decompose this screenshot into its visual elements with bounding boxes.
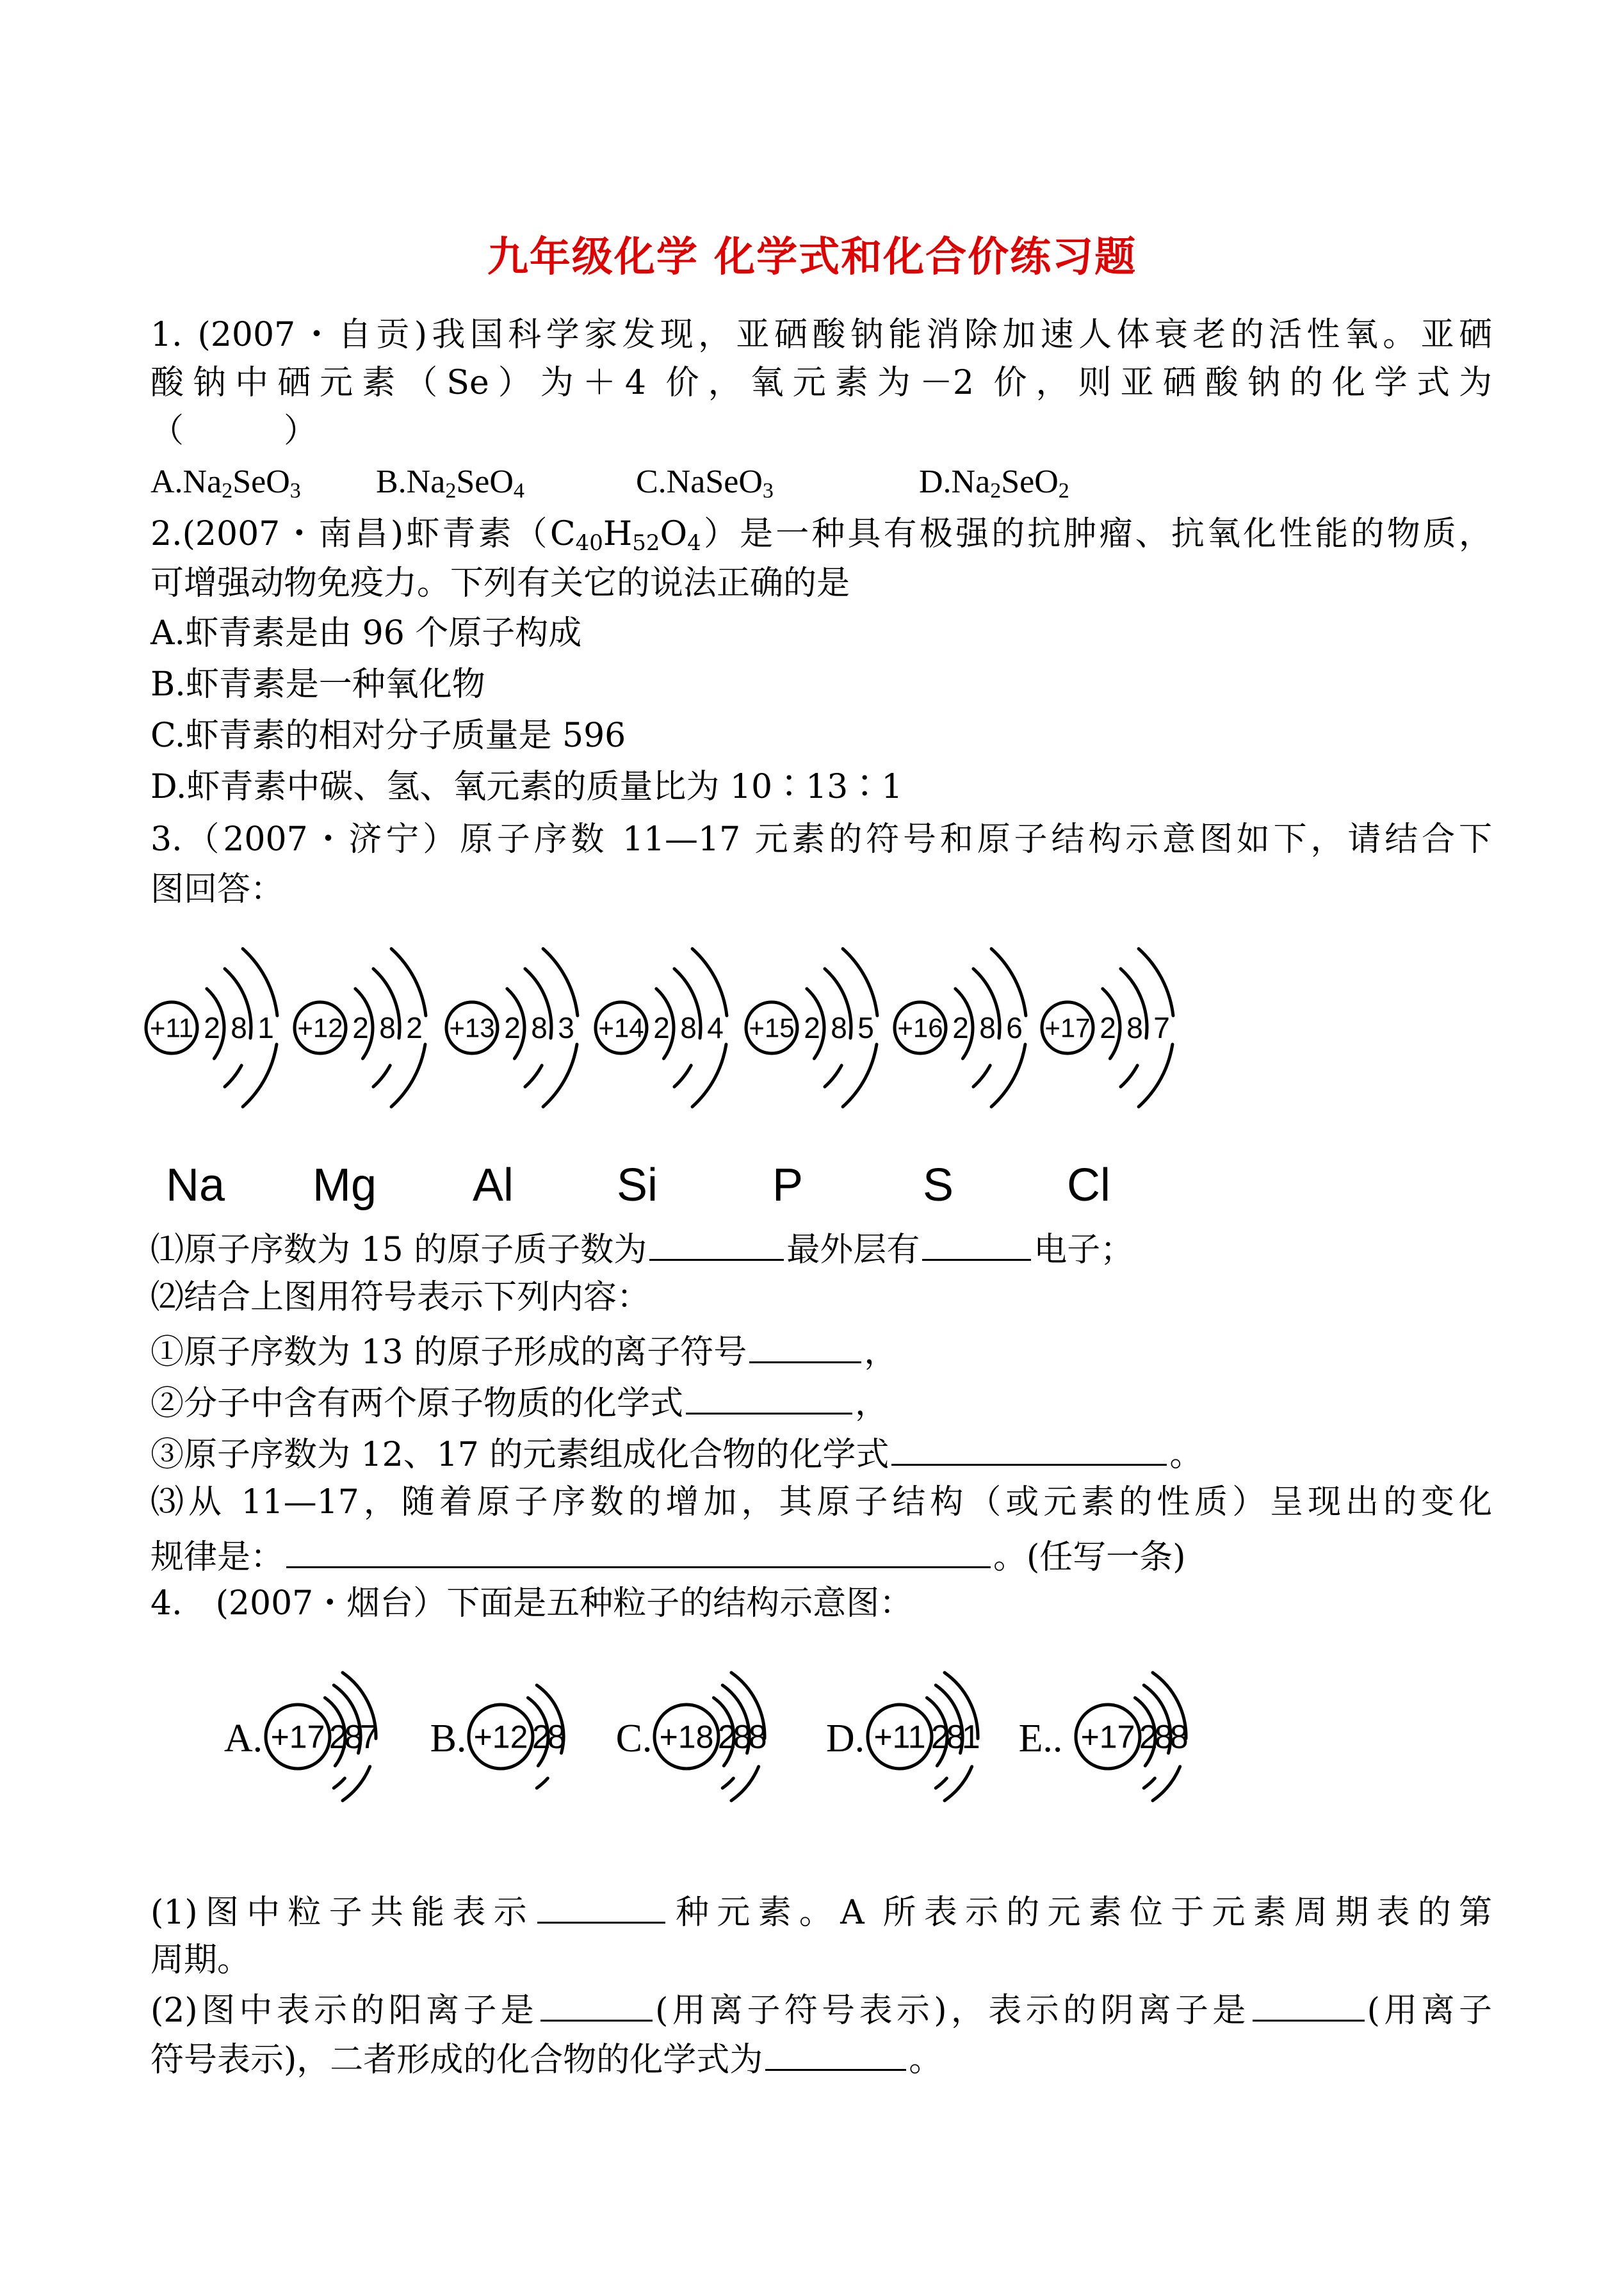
nucleus-charge: +11 [149, 1012, 194, 1043]
shell-electron-count: 2 [406, 1011, 423, 1045]
q4-part-2-line-1: (2)图中表示的阳离子是 (用离子符号表示)，表示的阴离子是 (用离子 [150, 1991, 1492, 2030]
element-symbol: S [922, 1160, 954, 1211]
nucleus-charge: +11 [873, 1719, 926, 1755]
shell-electron-count: 2 [532, 1719, 551, 1756]
page-title: 九年级化学 化学式和化合价练习题 [487, 233, 1137, 281]
shell-electron-count: 7 [1153, 1011, 1170, 1045]
nucleus-charge: +12 [473, 1719, 528, 1755]
nucleus-charge: +17 [1080, 1719, 1135, 1755]
shell-electron-count: 8 [1154, 1719, 1173, 1756]
nucleus-charge: +13 [449, 1012, 495, 1043]
shell-electron-count: 8 [231, 1011, 247, 1045]
element-symbol: Si [616, 1160, 658, 1211]
shell-electron-count: 8 [1169, 1719, 1189, 1756]
shell-electron-count: 8 [547, 1719, 566, 1756]
nucleus-charge: +14 [598, 1012, 644, 1043]
q3-part-2-2: ②分子中含有两个原子物质的化学式 ， [150, 1384, 889, 1423]
shell-electron-count: 8 [748, 1719, 767, 1756]
shell-electron-count: 2 [930, 1719, 950, 1756]
q1-option-d: $D.Na_2SeO_2$ [919, 464, 1069, 503]
shell-electron-count: 2 [1100, 1011, 1116, 1045]
q1-option-c: C.NaSeO$_3$ [636, 464, 774, 503]
shell-electron-count: 4 [707, 1011, 724, 1045]
q1-option-b: $B.Na_2SeO_4$ [376, 464, 524, 503]
q3-part-1: ⑴原子序数为 15 的原子质子数为 最外层有 电子； [150, 1231, 1134, 1269]
element-symbol: Na [165, 1160, 225, 1211]
q3-atom-5 [895, 949, 1027, 1107]
q3-atom-2 [446, 949, 578, 1107]
shell-electron-count: 2 [352, 1011, 369, 1045]
q4-line-1: 4. (2007・烟台）下面是五种粒子的结构示意图： [150, 1584, 913, 1623]
shell-electron-count: 2 [329, 1719, 348, 1756]
shell-electron-count: 2 [804, 1011, 820, 1045]
q4-particle-3 [868, 1673, 980, 1801]
nucleus-charge: +15 [749, 1012, 795, 1043]
q4-part-2-line-2: 符号表示)，二者形成的化合物的化学式为 。 [150, 2041, 943, 2079]
q4-particle-0 [266, 1673, 378, 1801]
q4-particle-4 [1076, 1673, 1189, 1801]
nucleus-charge: +12 [297, 1012, 343, 1043]
q3-atom-1 [295, 949, 426, 1107]
q3-part-3-line-1: ⑶从 11—17，随着原子序数的增加，其原子结构（或元素的性质）呈现出的变化 [150, 1483, 1492, 1521]
shell-electron-count: 8 [831, 1011, 847, 1045]
shell-electron-count: 8 [531, 1011, 548, 1045]
particle-label: C. [615, 1717, 653, 1760]
particle-label: E.. [1018, 1717, 1063, 1760]
q3-atom-3 [596, 949, 727, 1107]
shell-electron-count: 8 [1126, 1011, 1143, 1045]
nucleus-charge: +17 [270, 1719, 325, 1755]
nucleus-charge: +18 [659, 1719, 714, 1755]
shell-electron-count: 5 [857, 1011, 874, 1045]
q2-line-2: 可增强动物免疫力。下列有关它的说法正确的是 [150, 564, 850, 603]
element-symbol: Mg [312, 1160, 377, 1211]
q1-option-a: $A.Na_2SeO_3$ [150, 464, 301, 503]
q2-option-c: C.虾青素的相对分子质量是 596 [150, 717, 626, 755]
shell-electron-count: 2 [204, 1011, 220, 1045]
shell-electron-count: 8 [344, 1719, 363, 1756]
shell-electron-count: 2 [1139, 1719, 1158, 1756]
q2-option-b: B.虾青素是一种氧化物 [150, 665, 485, 704]
q3-part-2: ⑵结合上图用符号表示下列内容： [150, 1278, 651, 1317]
nucleus-charge: +16 [897, 1012, 943, 1043]
shell-electron-count: 2 [653, 1011, 670, 1045]
q1-line-3: （ ） [150, 412, 318, 450]
shell-electron-count: 8 [946, 1719, 965, 1756]
particle-label: B. [430, 1717, 467, 1760]
shell-electron-count: 8 [379, 1011, 396, 1045]
shell-electron-count: 8 [680, 1011, 697, 1045]
q3-part-3-line-2: 规律是： 。(任写一条) [150, 1538, 1186, 1577]
shell-electron-count: 8 [733, 1719, 752, 1756]
q4-particle-2 [654, 1673, 767, 1801]
q4-part-1-line-2: 周期。 [150, 1941, 251, 1979]
shell-electron-count: 6 [1006, 1011, 1023, 1045]
shell-electron-count: 2 [504, 1011, 521, 1045]
q3-line-2: 图回答： [150, 870, 284, 909]
element-symbol: P [772, 1160, 804, 1211]
shell-electron-count: 8 [979, 1011, 996, 1045]
element-symbol: Cl [1067, 1160, 1110, 1211]
shell-electron-count: 3 [558, 1011, 574, 1045]
shell-electron-count: 1 [257, 1011, 274, 1045]
q3-atom-0 [146, 949, 278, 1107]
shell-electron-count: 2 [717, 1719, 736, 1756]
q2-option-d: D.虾青素中碳、氢、氧元素的质量比为 10∶13∶1 [150, 768, 903, 806]
q3-part-2-3: ③原子序数为 12、17 的元素组成化合物的化学式 。 [150, 1436, 1203, 1474]
shell-electron-count: 2 [952, 1011, 969, 1045]
element-symbol: Al [472, 1160, 514, 1211]
q4-particle-1 [469, 1685, 566, 1788]
q1-line-1: 1. (2007・自贡)我国科学家发现，亚硒酸钠能消除加速人体衰老的活性氧。亚硒 [150, 316, 1492, 354]
q3-part-2-1: ①原子序数为 13 的原子形成的离子符号 ， [150, 1333, 898, 1372]
q1-line-2: 酸钠中硒元素（Se）为＋4 价，氧元素为－2 价，则亚硒酸钠的化学式为 [150, 364, 1492, 402]
shell-electron-count: 1 [961, 1719, 980, 1756]
q3-line-1: 3.（2007・济宁）原子序数 11—17 元素的符号和原子结构示意图如下，请结合下 [150, 820, 1492, 859]
q4-part-1-line-1: (1)图中粒子共能表示 种元素。A 所表示的元素位于元素周期表的第 [150, 1894, 1492, 1932]
q2-line-1: 2.(2007・南昌)虾青素$(C_{40}H_{52}O_4)$是一种具有极强的抗肿瘤、抗氧化性能的物质， [150, 515, 1492, 556]
q3-atom-4 [746, 949, 878, 1107]
q3-atom-6 [1042, 949, 1174, 1107]
shell-electron-count: 7 [359, 1719, 378, 1756]
particle-label: D. [825, 1717, 865, 1760]
nucleus-charge: +17 [1044, 1012, 1091, 1043]
q2-option-a: A.虾青素是由 96 个原子构成 [150, 614, 582, 653]
particle-label: A. [223, 1717, 263, 1760]
